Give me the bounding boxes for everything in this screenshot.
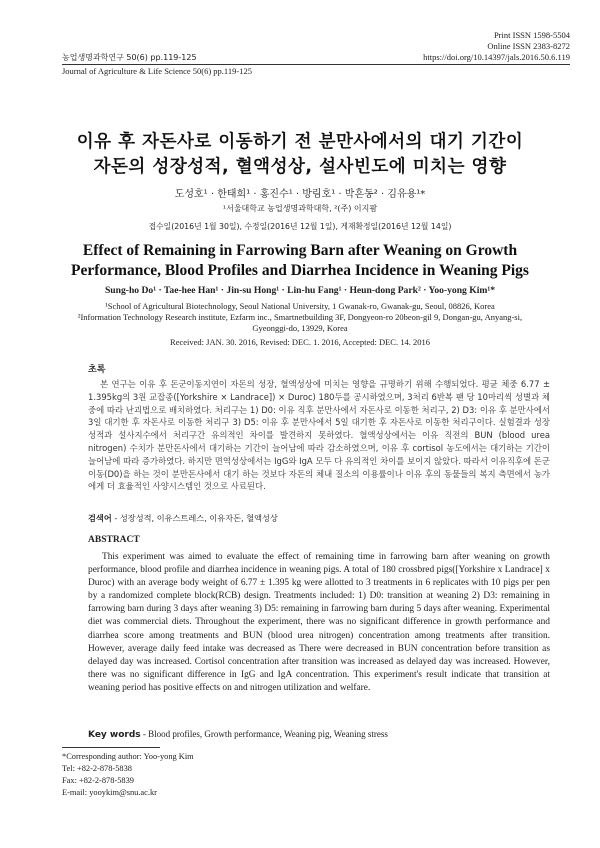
korean-authors: 도성호¹ · 한태희¹ · 홍진수¹ · 방림호¹ · 박흔동² · 김유용¹* [174, 189, 426, 200]
korean-keywords-text: - 성장성적, 이유스트레스, 이유자돈, 혈액성상 [111, 513, 278, 523]
print-issn: Print ISSN 1598-5504 [493, 30, 570, 40]
korean-title-line2: 자돈의 성장성적, 혈액성상, 설사빈도에 미치는 영향 [93, 157, 507, 177]
journal-en: Journal of Agriculture & Life Science 50(6) pp.119-125 [62, 66, 252, 76]
korean-abstract-heading: 초록 [88, 365, 106, 375]
footnote-fax: Fax: +82-2-878-5839 [62, 776, 134, 785]
english-authors: Sung-ho Do¹ · Tae-hee Han¹ · Jin-su Hong¹ · Lin-hu Fang¹ · Heun-dong Park² · Yoo-yong Kim¹* [104, 285, 496, 296]
footnote-tel: Tel: +82-2-878-5838 [62, 764, 132, 773]
english-dates: Received: JAN. 30. 2016, Revised: DEC. 1. 2016, Accepted: DEC. 14. 2016 [170, 337, 430, 347]
footnote-email[interactable]: E-mail: yooykim@snu.ac.kr [62, 788, 157, 797]
english-keywords [88, 729, 550, 740]
english-affil2b: Gyeonggi-do, 13929, Korea [252, 323, 348, 333]
online-issn: Online ISSN 2383-8272 [487, 41, 570, 51]
english-abstract-text: This experiment was aimed to evaluate the effect of remaining time in farrowing barn after weaning on growth performance, blood profile and diarrhea incidence in weaning pigs. A total of 180 crossbred pigs([Yorkshire x Landrace] x Duroc) with an average body weight of 6.77 ± 1.395 kg were allotted to 3 treatments in 6 replicates with 10 pigs per pen by a randomized complete block(RCB) design. Treatments included: 1) D0: transition at weaning 2) D3: remaining in farrowing barn during 3 days after weaning 3) D5: remaining in farrowing barn during 5 days after weaning. Experimental diet was commercial diets. Throughout the experiment, there was no significant difference in growth performance and diarrhea score among treatments and BUN (blood urea nitrogen) concentration among treatments after transition. However, average daily feed intake was decreased as There were decreased in BUN concentration before transition as delayed day was increased. Cortisol concentration after transition was increased as delayed day was increased. However, there was no significant difference in IgG and IgA concentration. This experiment's result indicate that transition at weaning period has positive effects on and nitrogen utilization and welfare. [88, 552, 550, 693]
korean-abstract-text: 본 연구는 이유 후 돈군이동지연이 자돈의 성장, 혈액성상에 미치는 영향을 규명하기 위해 수행되었다. 평균 체중 6.77 ± 1.395kg의 3원 교잡종([Yorkshire × Landrace]) × Duroc) 180두를 공시하였으며, 3처리 6반복 팬 당 10마리씩 성별과 체중에 따라 난괴법으로 배치하였다. 처리구는 1) D0: 이유 직후 분만사에서 자돈사로 이동한 처리구, 2) D3: 이유 후 분만사에서 3일 대기한 후 자돈사로 이동한 처리구 3) D5: 이유 후 분만사에서 5일 대기한 후 자돈사로 이동한 처리구이다. 실험결과 성장성적과 설사지수에서 처리구간 유의적인 차이를 발견하지 못하였다. 혈액성상에서는 이유 직전의 BUN (blood urea nitrogen) 수치가 분만돈사에서 대기하는 기간이 늘어남에 따라 감소하였으며, 이유 후 cortisol 농도에서는 대기하는 기간이 늘어남에 따라 증가하였다. 하지만 면역성상에서는 IgG와 IgA 모두 다 유의적인 차이를 보이지 않았다. 따라서 이유직후에 돈군이동(D0)을 하는 것이 분만돈사에서 대기 하는 것보다 자돈의 체내 질소의 이용률이나 이유 후의 동물들의 복지 측면에서 농가에게 더 효율적인 사양시스템인 것으로 사료된다. [88, 379, 550, 492]
corresponding-author: *Corresponding author: Yoo-yong Kim [62, 752, 194, 761]
korean-dates: 접수일(2016년 1월 30일), 수정일(2016년 12월 1일), 게재확정일(2016년 12월 14일) [148, 222, 452, 231]
english-abstract-heading: ABSTRACT [88, 535, 140, 545]
korean-title-line1: 이유 후 자돈사로 이동하기 전 분만사에서의 대기 기간이 [76, 132, 524, 152]
korean-keywords-label: 검색어 [88, 513, 112, 523]
english-title-line2: Performance, Blood Profiles and Diarrhea Incidence in Weaning Pigs [71, 262, 529, 279]
english-affil1: ¹School of Agricultural Biotechnology, Seoul National University, 1 Gwanak-ro, Gwanak-gu, Seoul, 08826, Korea [105, 301, 495, 311]
header-rule [62, 64, 570, 65]
english-affil2a: ²Information Technology Research institute, Ezfarm inc., Smartnetbuilding 3F, Dongyeon-ro 20beon-gil 9, Dongan-gu, Anyang-si, [77, 312, 523, 322]
footnote-rule [62, 747, 160, 748]
korean-keywords [88, 513, 550, 524]
english-title-line1: Effect of Remaining in Farrowing Barn after Weaning on Growth [82, 242, 518, 259]
journal-ko: 농업생명과학연구 50(6) pp.119-125 [62, 53, 197, 62]
korean-affiliations: ¹서울대학교 농업생명과학대학, ²(주) 이지팜 [222, 204, 378, 213]
doi-link[interactable]: https://doi.org/10.14397/jals.2016.50.6.119 [423, 52, 570, 62]
english-keywords-text: - Blood profiles, Growth performance, Weaning pig, Weaning stress [140, 729, 388, 739]
english-keywords-label: Key words [88, 730, 141, 740]
